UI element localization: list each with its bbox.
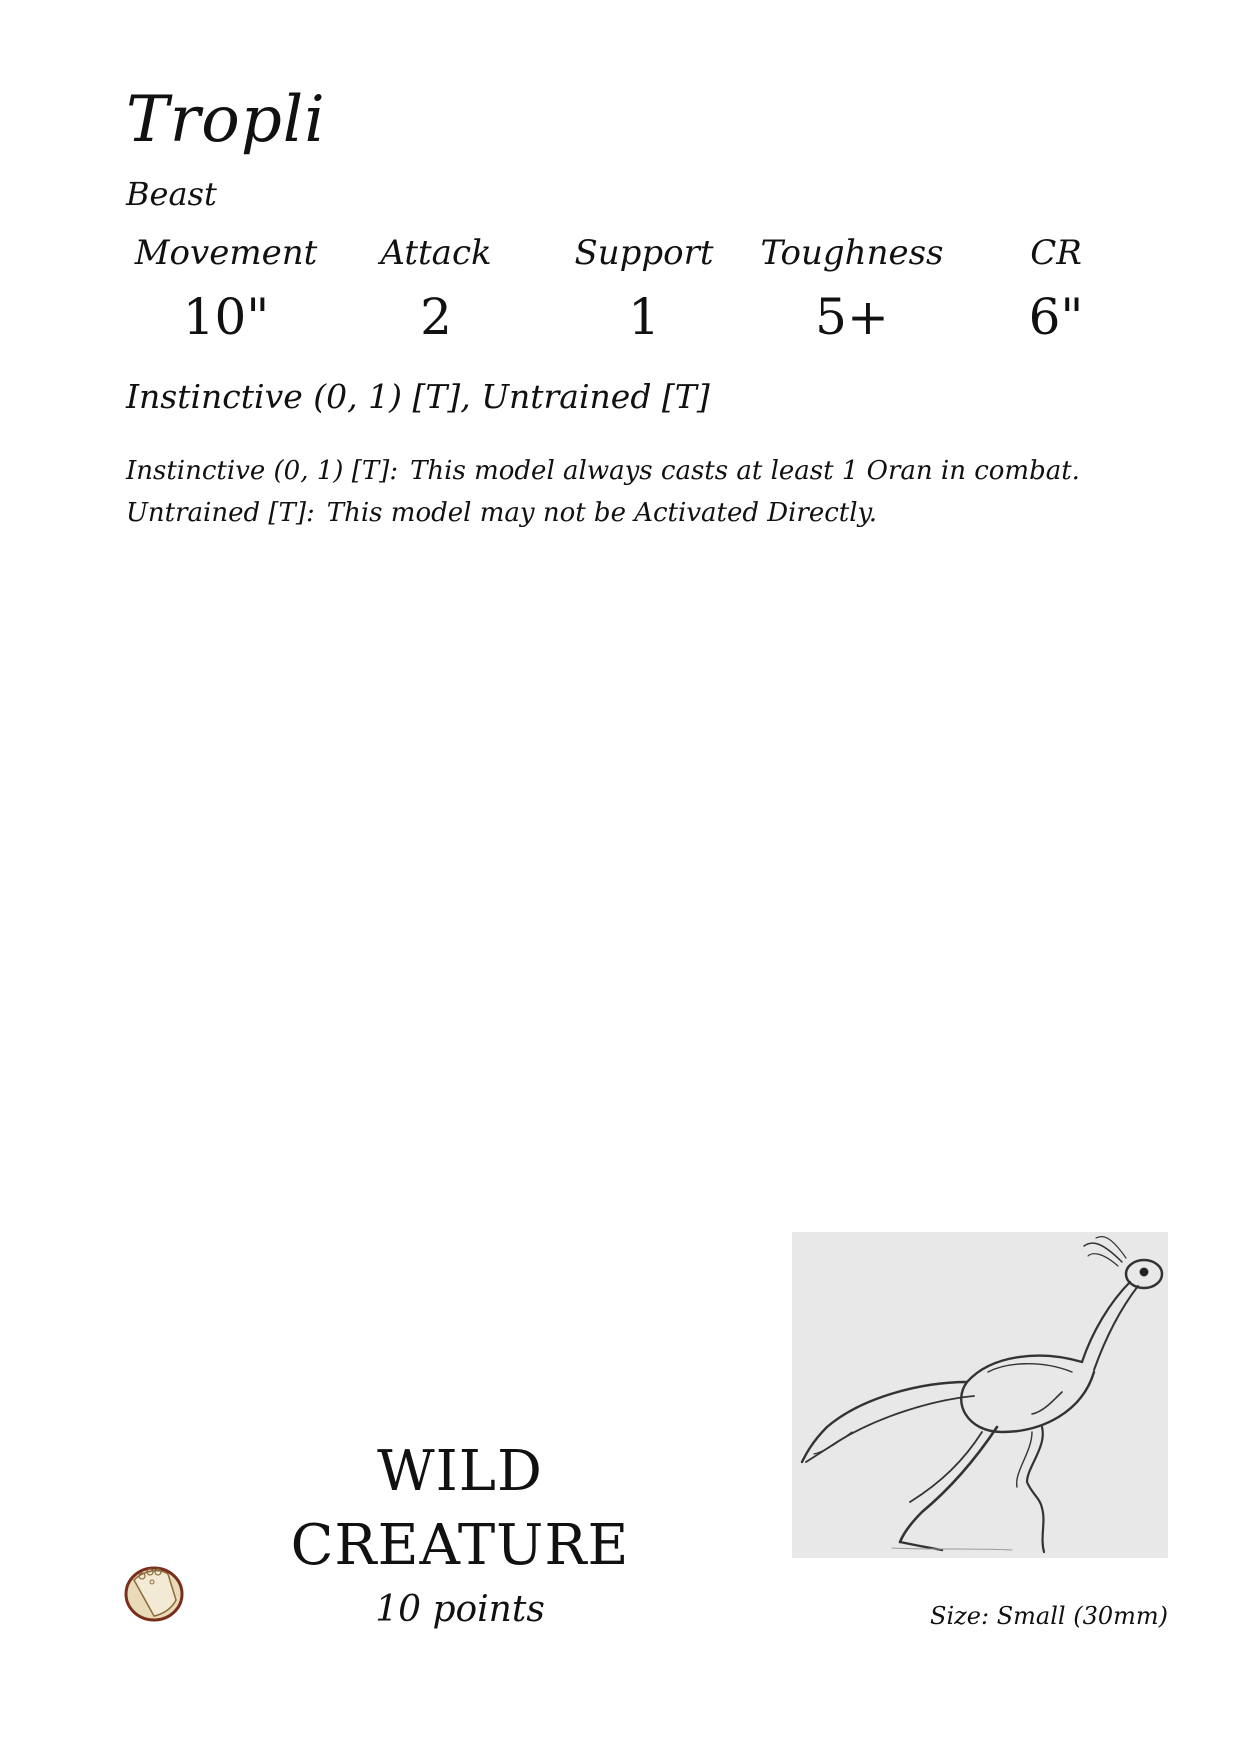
faction-label	[260, 1435, 660, 1583]
keyword-list: Instinctive (0, 1) [T], Untrained [T]	[126, 377, 710, 416]
stat-label: Toughness	[760, 233, 944, 273]
stat-cr	[956, 233, 1156, 346]
rule-untrained	[126, 492, 1080, 534]
base-size: Size: Small (30mm)	[930, 1602, 1168, 1630]
stat-block	[126, 233, 1126, 346]
rule-text: This model may not be Activated Directly.	[326, 498, 878, 528]
stat-value: 5+	[815, 288, 889, 346]
stat-value: 2	[420, 288, 452, 346]
stat-support	[544, 233, 744, 346]
faction-logo-icon	[124, 1560, 188, 1624]
faction-line: WILD	[377, 1439, 543, 1504]
stat-label: Support	[574, 233, 714, 273]
stat-value: 10"	[182, 288, 270, 346]
creature-sketch	[792, 1232, 1168, 1558]
card-title: Tropli	[126, 83, 326, 157]
stat-value: 1	[628, 288, 660, 346]
stat-label: Movement	[134, 233, 318, 273]
stat-label: CR	[1030, 233, 1082, 273]
rule-name: Instinctive (0, 1) [T]:	[126, 456, 399, 486]
stat-attack	[336, 233, 536, 346]
faction-line: CREATURE	[290, 1513, 630, 1578]
rule-instinctive	[126, 450, 1080, 492]
card-type: Beast	[126, 175, 217, 213]
points-cost: 10 points	[375, 1589, 545, 1630]
stat-toughness	[752, 233, 952, 346]
stat-label: Attack	[380, 233, 492, 273]
rules-text	[126, 450, 1080, 534]
stat-movement	[126, 233, 326, 346]
rule-text: This model always casts at least 1 Oran in combat.	[410, 456, 1080, 486]
rule-name: Untrained [T]:	[126, 498, 315, 528]
stat-value: 6"	[1028, 288, 1084, 346]
